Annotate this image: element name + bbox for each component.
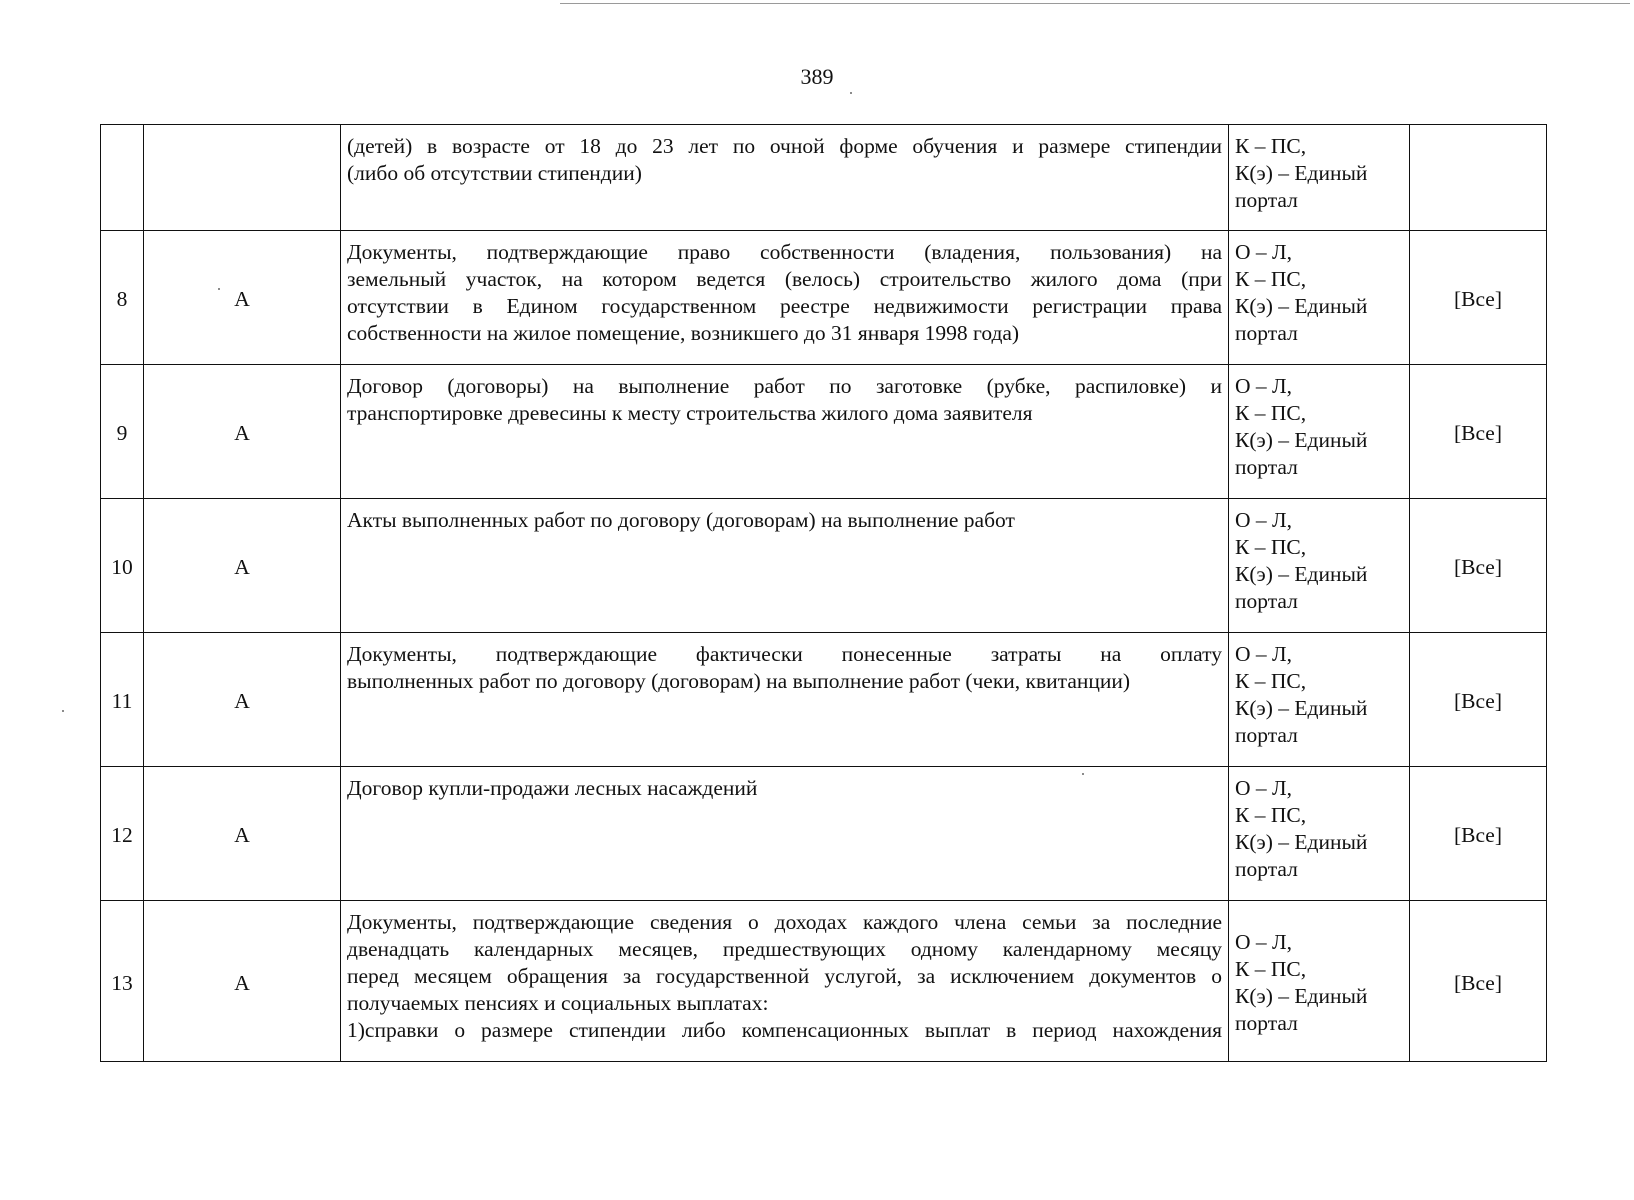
form-line: К – ПС, bbox=[1235, 957, 1307, 981]
form-line: К – ПС, bbox=[1235, 669, 1307, 693]
description-line: Документы, подтверждающие право собственности (владения, пользования) на bbox=[347, 240, 1222, 264]
row-description bbox=[341, 901, 1229, 1062]
description-line: (либо об отсутствии стипендии) bbox=[347, 161, 642, 185]
row-number: 12 bbox=[101, 767, 144, 901]
row-scope: [Все] bbox=[1410, 499, 1547, 633]
form-line: К – ПС, bbox=[1235, 401, 1307, 425]
form-line: К(э) – Единый bbox=[1235, 294, 1368, 318]
documents-table bbox=[100, 124, 1547, 1062]
description-line: Документы, подтверждающие сведения о доходах каждого члена семьи за последние bbox=[347, 910, 1222, 934]
row-submission-forms bbox=[1229, 633, 1410, 767]
description-line: перед месяцем обращения за государственной услугой, за исключением документов о bbox=[347, 964, 1222, 988]
row-description bbox=[341, 231, 1229, 365]
form-line: К – ПС, bbox=[1235, 267, 1307, 291]
description-line: отсутствии в Едином государственном реестре недвижимости регистрации права bbox=[347, 294, 1222, 318]
form-line: портал bbox=[1235, 857, 1298, 881]
row-category: А bbox=[144, 767, 341, 901]
description-line: собственности на жилое помещение, возникшего до 31 января 1998 года) bbox=[347, 321, 1020, 345]
row-category bbox=[144, 125, 341, 231]
table-row bbox=[101, 633, 1547, 767]
form-line: О – Л, bbox=[1235, 930, 1292, 954]
row-category: А bbox=[144, 901, 341, 1062]
description-line: 1)справки о размере стипендии либо компенсационных выплат в период нахождения bbox=[347, 1018, 1222, 1042]
row-description bbox=[341, 125, 1229, 231]
row-scope: [Все] bbox=[1410, 231, 1547, 365]
row-submission-forms bbox=[1229, 125, 1410, 231]
row-number: 13 bbox=[101, 901, 144, 1062]
row-number: 9 bbox=[101, 365, 144, 499]
row-scope: [Все] bbox=[1410, 633, 1547, 767]
form-line: портал bbox=[1235, 455, 1298, 479]
table-row bbox=[101, 499, 1547, 633]
row-category: А bbox=[144, 499, 341, 633]
row-submission-forms bbox=[1229, 231, 1410, 365]
form-line: О – Л, bbox=[1235, 240, 1292, 264]
row-submission-forms bbox=[1229, 499, 1410, 633]
form-line: К(э) – Единый bbox=[1235, 830, 1368, 854]
description-line: Договор купли-продажи лесных насаждений bbox=[347, 776, 758, 800]
row-submission-forms bbox=[1229, 767, 1410, 901]
form-line: О – Л, bbox=[1235, 642, 1292, 666]
description-line: земельный участок, на котором ведется (велось) строительство жилого дома (при bbox=[347, 267, 1222, 291]
description-line: выполненных работ по договору (договорам) на выполнение работ (чеки, квитанции) bbox=[347, 669, 1131, 693]
scan-speck bbox=[62, 710, 64, 712]
form-line: К – ПС, bbox=[1235, 803, 1307, 827]
row-description bbox=[341, 767, 1229, 901]
row-number: 8 bbox=[101, 231, 144, 365]
row-category: А bbox=[144, 365, 341, 499]
row-category: А bbox=[144, 231, 341, 365]
scan-speck bbox=[218, 288, 220, 290]
row-description bbox=[341, 499, 1229, 633]
description-line: транспортировке древесины к месту строительства жилого дома заявителя bbox=[347, 401, 1033, 425]
page-number: 389 bbox=[800, 64, 834, 89]
form-line: О – Л, bbox=[1235, 374, 1292, 398]
form-line: О – Л, bbox=[1235, 508, 1292, 532]
form-line: портал bbox=[1235, 1011, 1298, 1035]
form-line: портал bbox=[1235, 723, 1298, 747]
description-line: (детей) в возрасте от 18 до 23 лет по очной форме обучения и размере стипендии bbox=[347, 134, 1222, 158]
table-row bbox=[101, 125, 1547, 231]
description-line: двенадцать календарных месяцев, предшествующих одному календарному месяцу bbox=[347, 937, 1222, 961]
row-description bbox=[341, 633, 1229, 767]
description-line: Акты выполненных работ по договору (договорам) на выполнение работ bbox=[347, 508, 1015, 532]
form-line: К(э) – Единый bbox=[1235, 161, 1368, 185]
row-description bbox=[341, 365, 1229, 499]
row-number: 10 bbox=[101, 499, 144, 633]
table-row bbox=[101, 365, 1547, 499]
form-line: портал bbox=[1235, 589, 1298, 613]
row-scope: [Все] bbox=[1410, 767, 1547, 901]
form-line: К(э) – Единый bbox=[1235, 984, 1368, 1008]
scan-speck bbox=[1082, 773, 1084, 775]
row-scope bbox=[1410, 125, 1547, 231]
form-line: К – ПС, bbox=[1235, 535, 1307, 559]
table-row bbox=[101, 901, 1547, 1062]
form-line: портал bbox=[1235, 188, 1298, 212]
table-row bbox=[101, 767, 1547, 901]
scan-edge-line bbox=[560, 3, 1630, 4]
row-submission-forms bbox=[1229, 365, 1410, 499]
scan-speck bbox=[850, 92, 852, 94]
row-scope: [Все] bbox=[1410, 365, 1547, 499]
description-line: Договор (договоры) на выполнение работ по заготовке (рубке, распиловке) и bbox=[347, 374, 1222, 398]
form-line: О – Л, bbox=[1235, 776, 1292, 800]
row-scope: [Все] bbox=[1410, 901, 1547, 1062]
row-number bbox=[101, 125, 144, 231]
form-line: портал bbox=[1235, 321, 1298, 345]
form-line: К(э) – Единый bbox=[1235, 428, 1368, 452]
table-row bbox=[101, 231, 1547, 365]
form-line: К(э) – Единый bbox=[1235, 696, 1368, 720]
row-category: А bbox=[144, 633, 341, 767]
description-line: Документы, подтверждающие фактически понесенные затраты на оплату bbox=[347, 642, 1222, 666]
row-number: 11 bbox=[101, 633, 144, 767]
form-line: К(э) – Единый bbox=[1235, 562, 1368, 586]
form-line: К – ПС, bbox=[1235, 134, 1307, 158]
description-line: получаемых пенсиях и социальных выплатах: bbox=[347, 991, 769, 1015]
row-submission-forms bbox=[1229, 901, 1410, 1062]
